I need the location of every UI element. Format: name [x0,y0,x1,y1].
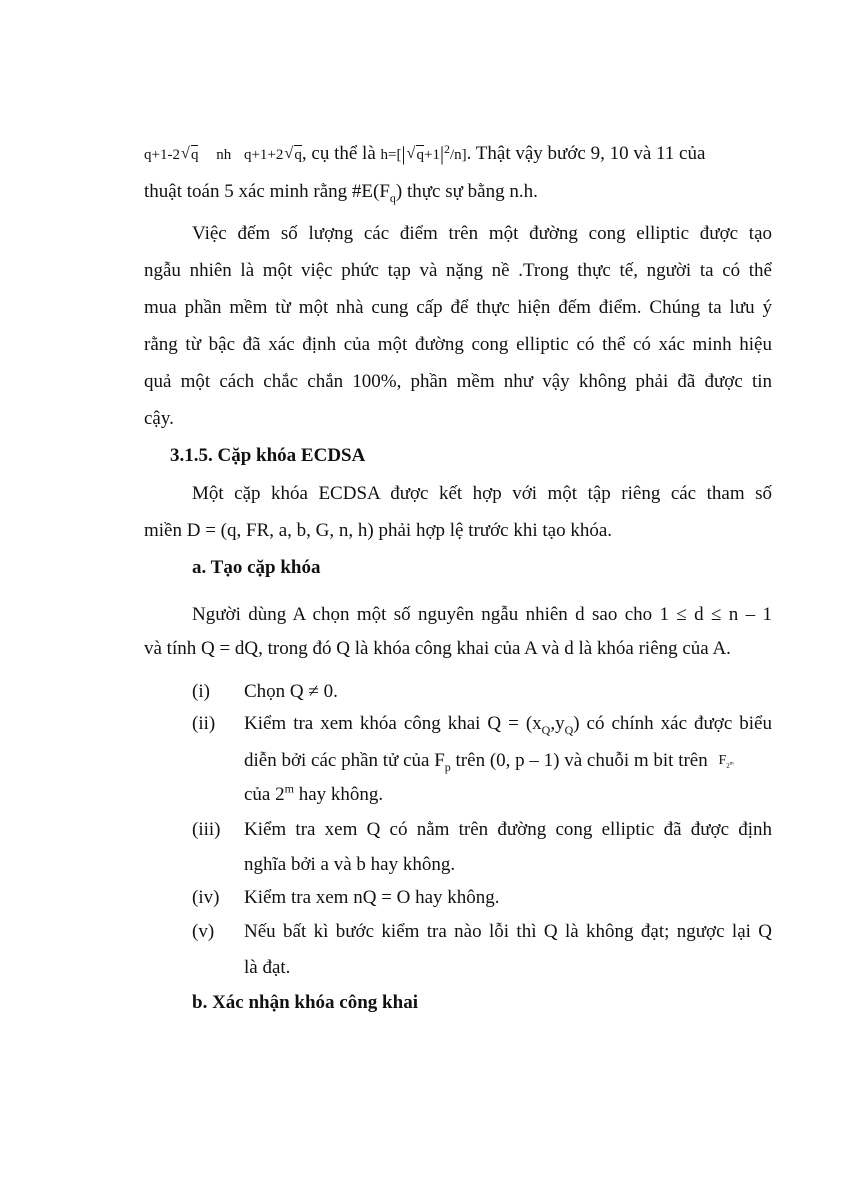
subsection-heading: a. Tạo cặp khóa [192,557,321,578]
formula-line [144,142,772,167]
list-item-text: Chọn Q ≠ 0. [244,681,338,702]
subscript: Q [541,722,551,737]
formula-text: /n] [449,147,467,163]
text: trên (0, p – 1) và chuỗi m bit trên [450,750,708,771]
paragraph-line: mua phần mềm từ một nhà cung cấp để thực hiện đếm điểm. Chúng ta lưu ý [144,297,772,318]
text: hay không. [293,784,384,805]
text: F [718,753,727,768]
superscript: m [284,781,294,796]
radicand: q [416,147,424,163]
formula-connector: nh [216,147,232,163]
text: ) có chính xác được biểu [573,713,772,734]
sqrt-symbol [285,143,302,167]
subsection-heading: b. Xác nhận khóa công khai [192,992,418,1013]
text: thuật toán 5 xác minh rằng #E(F [144,181,390,202]
body-line [144,180,538,204]
paragraph-line: Người dùng A chọn một số nguyên ngẫu nhiên d sao cho 1 ≤ d ≤ n – 1 [192,604,772,625]
paragraph-line: cậy. [144,408,174,429]
exponent: 2 [443,142,450,156]
formula-text: h=[ [380,147,402,163]
formula-text: q+1-2 [144,147,180,163]
paragraph-line: ngẫu nhiên là một việc phức tạp và nặng nề .Trong thực tế, người ta có thể [144,260,772,281]
radicand: q [190,147,199,163]
list-item-text: Nếu bất kì bước kiểm tra nào lỗi thì Q là không đạt; ngược lại Q [244,921,772,942]
body-text: . Thật vậy bước 9, 10 và 11 của [466,143,706,164]
subscript: p [444,759,451,774]
paragraph-line: Một cặp khóa ECDSA được kết hợp với một tập riêng các tham số [192,483,772,504]
list-number: (v) [192,921,215,942]
text: ,y [550,713,565,734]
subscript: Q [564,722,574,737]
list-item-text [244,783,383,807]
list-item-text: là đạt. [244,957,291,978]
radicand: q [294,147,302,163]
list-item-text: nghĩa bởi a và b hay không. [244,854,456,875]
list-number: (iii) [192,819,221,840]
text: 2 [726,762,730,770]
list-item-text [244,749,734,773]
text: ) thực sự bằng n.h. [395,181,538,202]
subscript: q [389,190,396,205]
sqrt-symbol [407,143,424,167]
list-item-text [244,712,772,736]
text: m [729,761,734,767]
formula-h [380,142,467,165]
formula-text: +1 [423,147,440,163]
body-text: , cụ thể là [301,143,376,164]
paragraph-line: và tính Q = dQ, trong đó Q là khóa công khai của A và d là khóa riêng của A. [144,638,731,659]
sqrt-symbol [182,143,199,167]
paragraph-line: rằng từ bậc đã xác định của một đường cong elliptic có thể có xác minh hiệu [144,334,772,355]
paragraph-line: miền D = (q, FR, a, b, G, n, h) phải hợp lệ trước khi tạo khóa. [144,520,613,541]
formula-text: q+1+2 [243,147,284,163]
list-item-text: Kiểm tra xem Q có nằm trên đường cong elliptic đã được định [244,819,772,840]
list-number: (i) [192,681,210,702]
abs-bar: | [439,143,444,165]
field-symbol [719,753,734,768]
formula-lower-bound [144,147,202,163]
text: của 2 [244,784,285,805]
text: diễn bởi các phần tử của F [244,750,445,771]
text: Kiểm tra xem khóa công khai Q = (x [244,713,542,734]
list-item-text: Kiểm tra xem nQ = O hay không. [244,887,500,908]
list-number: (iv) [192,887,220,908]
abs-bar: | [401,143,406,165]
list-number: (ii) [192,713,216,734]
formula-upper-bound [244,147,302,163]
paragraph-line: Việc đếm số lượng các điểm trên một đường cong elliptic được tạo [192,223,772,244]
section-heading: 3.1.5. Cặp khóa ECDSA [170,445,366,466]
paragraph-line: quả một cách chắc chắn 100%, phần mềm như vậy không phải đã được tin [144,371,772,392]
